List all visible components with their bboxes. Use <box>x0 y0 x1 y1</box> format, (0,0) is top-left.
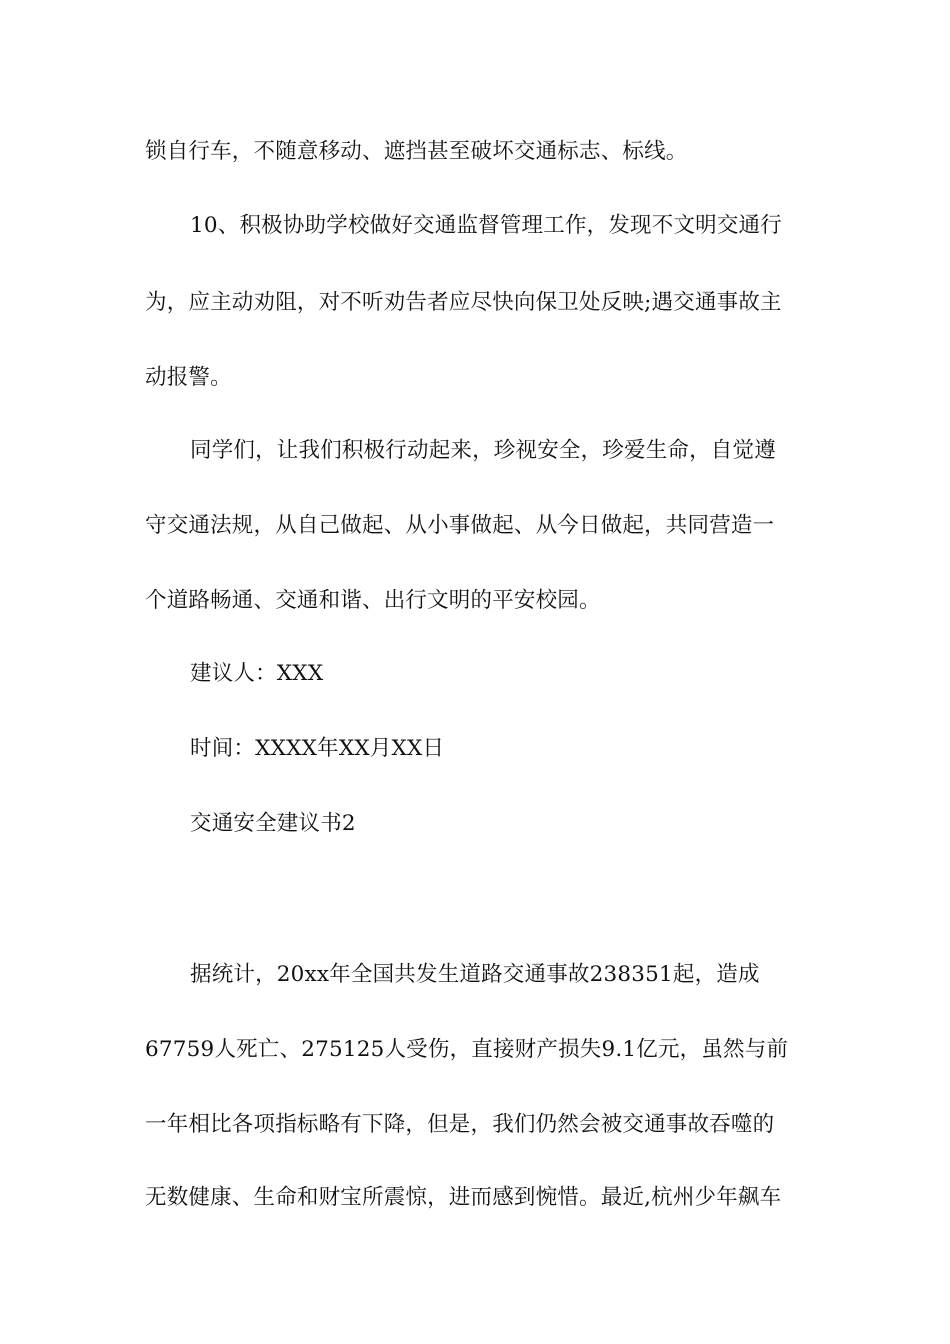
paragraph-line: 67759人死亡、275125人受伤，直接财产损失9.1亿元，虽然与前 <box>145 1037 789 1062</box>
paragraph-line: 锁自行车，不随意移动、遮挡甚至破坏交通标志、标线。 <box>145 139 688 164</box>
paragraph-line: 个道路畅通、交通和谐、出行文明的平安校园。 <box>145 588 601 613</box>
paragraph-line: 一年相比各项指标略有下降，但是，我们仍然会被交通事故吞噬的 <box>145 1112 775 1137</box>
section-heading: 交通安全建议书2 <box>190 811 356 836</box>
paragraph-line: 10、积极协助学校做好交通监督管理工作，发现不文明交通行 <box>190 213 782 238</box>
paragraph-line: 据统计，20xx年全国共发生道路交通事故238351起，造成 <box>190 962 760 987</box>
paragraph-line: 守交通法规，从自己做起、从小事做起、从今日做起，共同营造一 <box>145 513 775 538</box>
paragraph-line: 动报警。 <box>145 365 232 390</box>
proposer-line: 建议人：XXX <box>190 661 324 686</box>
paragraph-line: 同学们，让我们积极行动起来，珍视安全，珍爱生命，自觉遵 <box>190 438 776 463</box>
paragraph-line: 无数健康、生命和财宝所震惊，进而感到惋惜。最近,杭州少年飙车 <box>145 1185 782 1210</box>
date-line: 时间：XXXX年XX月XX日 <box>190 736 445 761</box>
paragraph-line: 为，应主动劝阻，对不听劝告者应尽快向保卫处反映;遇交通事故主 <box>145 290 782 315</box>
